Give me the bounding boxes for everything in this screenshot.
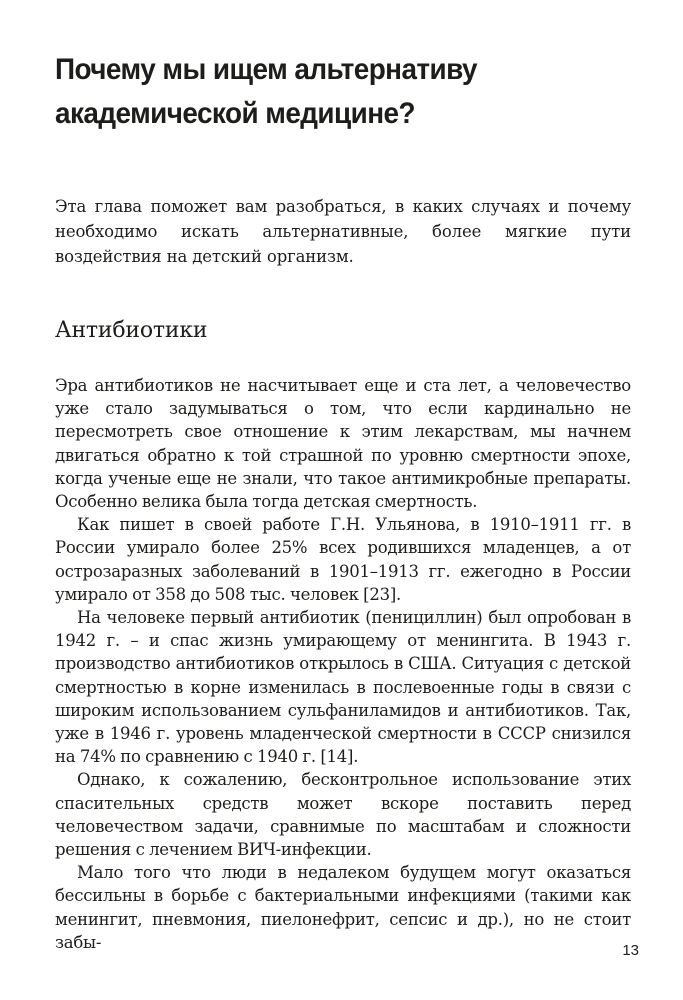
section-body bbox=[55, 374, 631, 954]
body-paragraph: Эра антибиотиков не насчитывает еще и ста лет, а человечество уже стало задумываться о том, что если кардинально не пересмотреть свое отношение к этим лекарствам, мы начнем двигаться обратно к той страшной по уровню смертности эпохе, когда ученые еще не знали, что такое антимикробные препараты. Особенно велика была тогда детская смертность. bbox=[55, 376, 631, 512]
body-paragraph: На человеке первый антибиотик (пенициллин) был опробован в 1942 г. – и спас жизнь умирающему от менингита. В 1943 г. производство антибиотиков открылось в США. Ситуация с детской смертностью в корне изменилась в послевоенные годы в связи с широким использованием сульфаниламидов и антибиотиков. Так, уже в 1946 г. уровень младенческой смертности в СССР снизился на 74% по сравнению с 1940 г. [14]. bbox=[55, 608, 631, 767]
chapter-title bbox=[55, 48, 591, 136]
body-paragraph: Мало того что люди в недалеком будущем могут оказаться бессильны в борьбе с бактериальными инфекциями (такими как менингит, пневмония, пиелонефрит, сепсис и др.), но не стоит забы- bbox=[55, 863, 631, 952]
chapter-intro: Эта глава поможет вам разобраться, в каких случаях и почему необходимо искать альтернативные, более мягкие пути воздействия на детский организм. bbox=[55, 197, 631, 266]
book-page bbox=[55, 48, 631, 954]
section-heading: Антибиотики bbox=[55, 318, 208, 343]
chapter-title-line-2: академической медицине? bbox=[55, 97, 415, 130]
body-paragraph: Однако, к сожалению, бесконтрольное использование этих спасительных средств может вскоре поставить перед человечеством задачи, сравнимые по масштабам и сложности решения с лечением ВИЧ-инфекции. bbox=[55, 770, 631, 860]
chapter-title-line-1: Почему мы ищем альтернативу bbox=[55, 53, 478, 86]
body-paragraph: Как пишет в своей работе Г.Н. Ульянова, в 1910–1911 гг. в России умирало более 25% всех родившихся младенцев, а от острозаразных заболеваний в 1901–1913 гг. ежегодно в России умирало от 358 до 508 тыс. человек [23]. bbox=[55, 515, 631, 604]
page-number: 13 bbox=[622, 942, 639, 959]
